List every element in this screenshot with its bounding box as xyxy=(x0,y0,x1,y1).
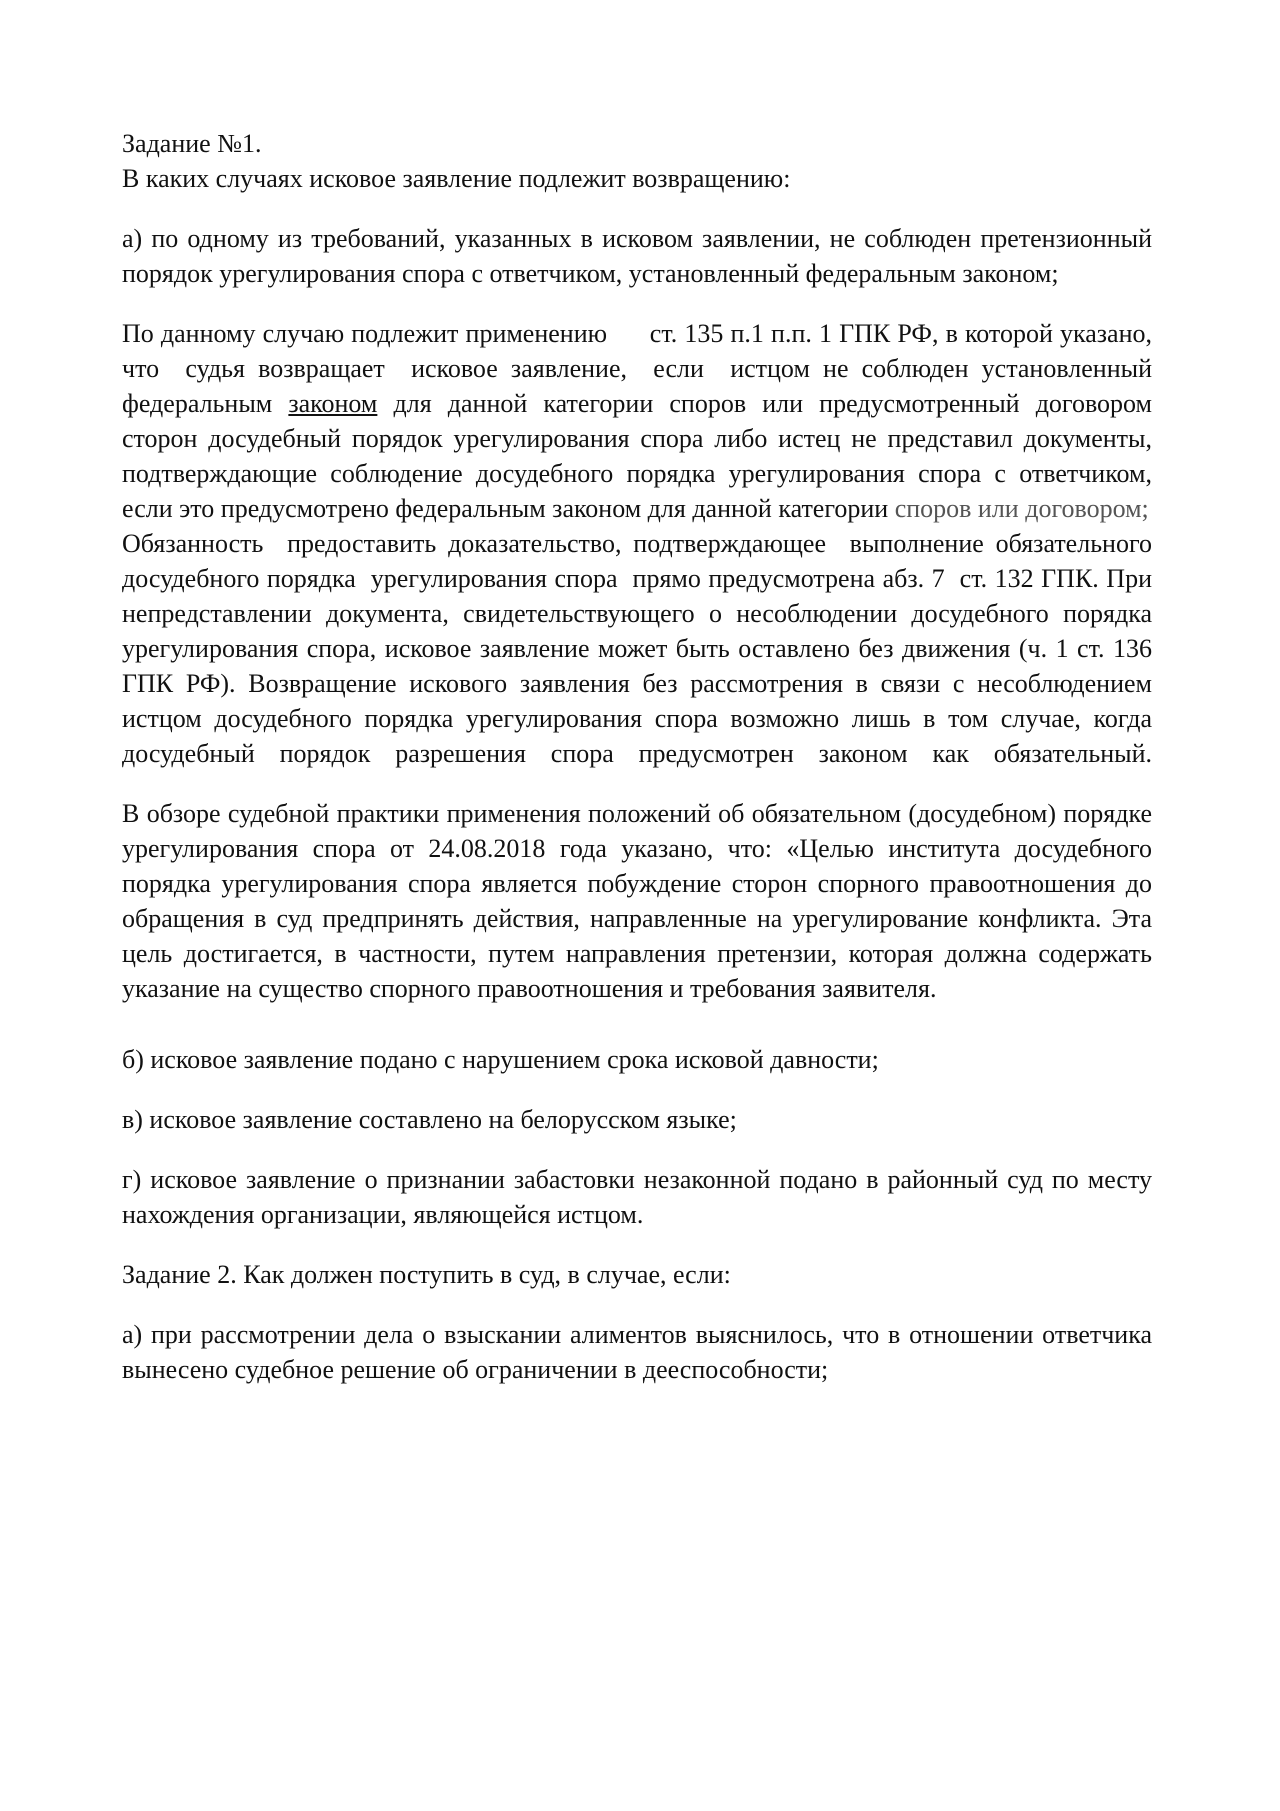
task2-title: Задание 2. Как должен поступить в суд, в случае, если: xyxy=(122,1260,731,1289)
law-link[interactable]: законом xyxy=(288,389,378,418)
task1-obligation: Обязанность предоставить доказательство, подтверждающее выполнение обязательного досудебного порядка урегулирования спора прямо предусмотрена абз. 7 ст. 132 ГПК. При непредставлении документа, свидетельствующего о несоблюдении досудебного порядка урегулирования спора, исковое заявление может быть оставлено без движения (ч. 1 ст. 136 ГПК РФ). Возвращение искового заявления без рассмотрения в связи с несоблюдением истцом досудебного порядка урегулирования спора возможно лишь в том случае, когда досудебный порядок разрешения спора предусмотрен законом как обязательный. xyxy=(122,529,1165,768)
task1-title: Задание №1. xyxy=(122,129,262,158)
document-page xyxy=(122,126,1165,1387)
task1-option-v: в) исковое заявление составлено на белорусском языке; xyxy=(122,1105,737,1134)
task2-option-a: а) при рассмотрении дела о взыскании алиментов выяснилось, что в отношении ответчика вынесено судебное решение об ограничении в дееспособности; xyxy=(122,1320,1152,1384)
task1-analysis xyxy=(122,316,1159,526)
task1-review: В обзоре судебной практики применения положений об обязательном (досудебном) порядке урегулирования спора от 24.08.2018 года указано, что: «Целью института досудебного порядка урегулирования спора является побуждение сторон спорного правоотношения до обращения в суд предпринять действия, направленные на урегулирование конфликта. Эта цель достигается, в частности, путем направления претензии, которая должна содержать указание на существо спорного правоотношения и требования заявителя. xyxy=(122,799,1152,1003)
task1-option-g: г) исковое заявление о признании забастовки незаконной подано в районный суд по месту нахождения организации, являющейся истцом. xyxy=(122,1165,1152,1229)
task1-option-b: б) исковое заявление подано с нарушением срока исковой давности; xyxy=(122,1045,879,1074)
analysis-text-1: По данному случаю подлежит применению ст. 135 п.1 п.п. 1 ГПК РФ, в которой указано, что судья возвращает исковое заявление, если истцом не соблюден установленный федеральным xyxy=(122,319,1159,418)
task1-question: В каких случаях исковое заявление подлежит возвращению: xyxy=(122,164,791,193)
analysis-text-2: для данной категории споров или предусмотренный договором сторон досудебный порядок урегулирования спора либо истец не представил документы, подтверждающие соблюдение досудебного порядка урегулирования спора с ответчиком, если это предусмотрено федеральным законом для данной категории xyxy=(122,389,1159,523)
analysis-gray-text: споров или договором; xyxy=(894,494,1149,523)
task1-option-a: а) по одному из требований, указанных в исковом заявлении, не соблюден претензионный порядок урегулирования спора с ответчиком, установленный федеральным законом; xyxy=(122,224,1152,288)
